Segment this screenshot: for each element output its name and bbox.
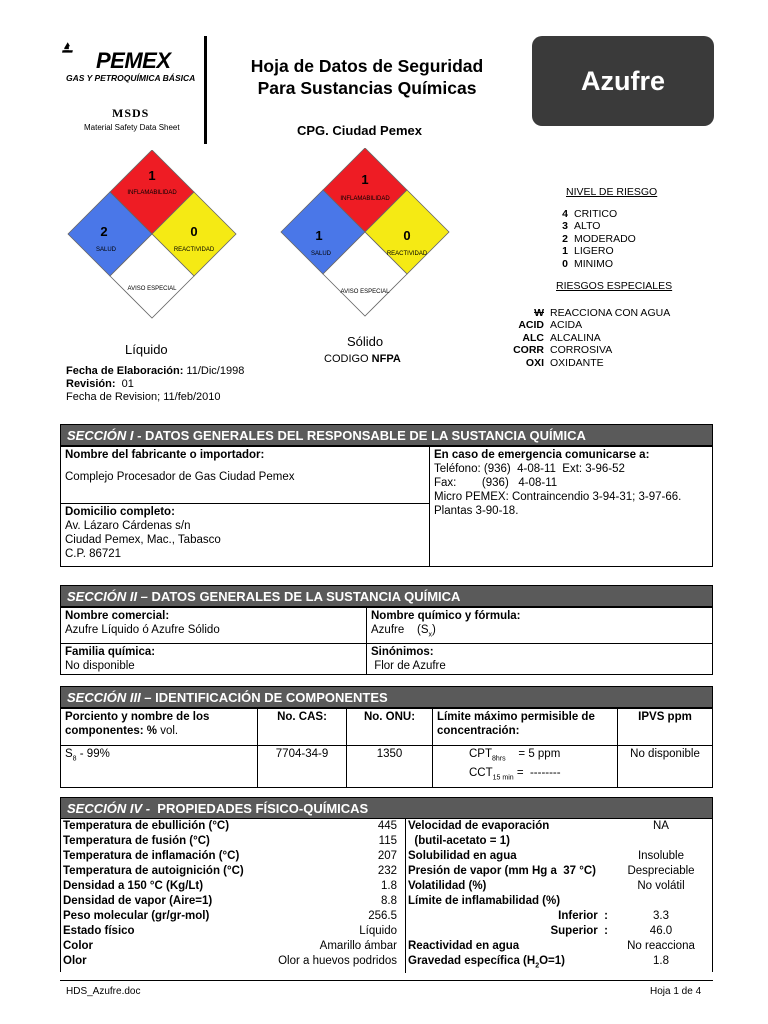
cct-subscript: 15 min [492, 774, 514, 782]
revision-date: Fecha de Revision; 11/feb/2010 [66, 391, 221, 403]
risk-level-title [566, 186, 657, 198]
section-4-body [60, 819, 713, 972]
property-value: 256.5 [275, 909, 406, 924]
address-cell [61, 504, 430, 567]
special-risk-list [498, 307, 670, 369]
property-label-subscript: 2 [535, 962, 540, 970]
property-row [61, 864, 712, 879]
properties-table [61, 819, 712, 973]
section-4 [60, 797, 713, 972]
property-label: Densidad a 150 °C (Kg/Lt) [63, 880, 204, 892]
property-value [610, 894, 712, 909]
section-1-header [60, 424, 713, 446]
special-risk-code: ACID [518, 319, 544, 332]
special-risk-name: ACIDA [550, 319, 583, 332]
ipvs-header: IPVS ppm [618, 709, 713, 746]
property-label: Densidad de vapor (Aire=1) [63, 895, 213, 907]
property-value: Despreciable [627, 865, 695, 877]
section-3-header [60, 686, 713, 708]
synonyms-value: Flor de Azufre [371, 660, 446, 673]
elaboration-date [66, 365, 244, 378]
property-label: Solubilidad en agua [408, 850, 517, 862]
cct-value: = -------- [513, 767, 561, 780]
msds-label: MSDS [112, 106, 150, 120]
special-risk-name: REACCIONA CON AGUA [550, 307, 671, 319]
section-1-table [60, 446, 713, 567]
component-percent: - 99% [76, 748, 110, 760]
property-label: Peso molecular (gr/gr-mol) [63, 910, 210, 922]
property-label: Temperatura de autoignición (°C) [63, 865, 244, 877]
property-row [61, 849, 712, 864]
property-label [406, 954, 611, 973]
property-label: (butil-acetato = 1) [408, 835, 510, 847]
section-2-number: SECCIÓN II – [67, 589, 148, 604]
cpt-subscript: 8hrs [492, 755, 506, 763]
risk-level-item [552, 245, 636, 257]
property-value: 3.3 [653, 910, 669, 922]
msds-full-label: Material Safety Data Sheet [84, 123, 180, 132]
emergency-line: Micro PEMEX: Contraincendio 3-94-31; 3-97-66. [434, 491, 682, 503]
address-line: C.P. 86721 [65, 548, 122, 560]
emergency-line: Teléfono: (936) 4-08-11 Ext: 3-96-52 [434, 463, 625, 475]
property-value: 8.8 [275, 894, 406, 909]
risk-level-name: MINIMO [574, 257, 614, 270]
elaboration-value: 11/Dic/1998 [183, 365, 245, 377]
property-value: 115 [275, 834, 406, 849]
cas-value: 7704-34-9 [258, 746, 347, 788]
section-1 [60, 424, 713, 567]
health-value: 1 [315, 228, 323, 243]
special-risk-item [498, 319, 670, 331]
title-line-1: Hoja de Datos de Seguridad [250, 56, 484, 76]
special-risk-code: CORR [513, 344, 544, 357]
special-text: AVISO ESPECIAL [340, 289, 390, 295]
property-row [61, 954, 712, 973]
cct-line [469, 766, 613, 785]
property-row [61, 894, 712, 909]
special-risk-name: OXIDANTE [550, 356, 604, 369]
onu-header: No. ONU: [347, 709, 433, 746]
risk-level-number: 2 [562, 232, 568, 245]
address-line: Ciudad Pemex, Mac., Tabasco [65, 534, 221, 546]
property-label: Velocidad de evaporación [408, 820, 550, 832]
special-text: AVISO ESPECIAL [127, 286, 177, 292]
component-value [61, 746, 258, 788]
property-row [61, 909, 712, 924]
components-header [61, 709, 258, 746]
cas-header: No. CAS: [258, 709, 347, 746]
property-label: Inferior : [558, 910, 608, 922]
property-value: 46.0 [649, 925, 673, 937]
nfpa-code-name: NFPA [371, 353, 401, 365]
property-row [61, 879, 712, 894]
risk-level-name: ALTO [574, 220, 601, 233]
property-value: NA [653, 820, 669, 832]
property-label: Color [63, 940, 94, 952]
chemical-name-value [371, 623, 708, 642]
flammability-value: 1 [361, 172, 369, 187]
property-label: Olor [63, 955, 87, 967]
reactivity-text: REACTIVIDAD [173, 247, 215, 253]
property-label: Temperatura de ebullición (°C) [63, 820, 230, 832]
property-value: Insoluble [637, 850, 685, 862]
property-row [61, 924, 712, 939]
risk-level-item [552, 208, 636, 220]
section-2-table [60, 607, 713, 675]
brand-subtitle: GAS Y PETROQUÍMICA BÁSICA [66, 73, 196, 83]
emergency-line: Fax: (936) 4-08-11 [434, 477, 558, 489]
title-line-2: Para Sustancias Químicas [257, 78, 477, 98]
revision-number [66, 378, 244, 391]
property-label: Presión de vapor (mm Hg a 37 °C) [408, 865, 597, 877]
components-header-unit: vol. [157, 725, 179, 737]
risk-level-item [552, 258, 636, 270]
cct-label: CCT [469, 767, 493, 780]
flammability-value: 1 [148, 168, 156, 183]
risk-level-number: 1 [562, 245, 568, 258]
property-label: Límite de inflamabilidad (%) [408, 895, 561, 907]
property-label-end: O=1) [539, 955, 565, 967]
property-value: No reacciona [627, 940, 695, 952]
risk-level-list [552, 208, 636, 270]
risk-level-name: MODERADO [574, 232, 636, 245]
special-risk-code: W [534, 307, 544, 319]
property-value: No volátil [637, 880, 685, 892]
property-value: 1.8 [275, 879, 406, 894]
flammability-text: INFLAMABILIDAD [127, 190, 177, 196]
property-value: Líquido [275, 924, 406, 939]
nfpa-code-label [324, 353, 401, 365]
health-value: 2 [100, 224, 108, 239]
section-3 [60, 686, 713, 788]
trade-name-cell [61, 608, 367, 644]
chemical-formula-subscript: x [428, 631, 433, 639]
property-label: Superior : [550, 925, 608, 937]
property-value: 232 [275, 864, 406, 879]
special-risk-name: ALCALINA [550, 331, 601, 344]
document-title [222, 55, 512, 99]
property-label: Temperatura de fusión (°C) [63, 835, 210, 847]
risk-level-number: 3 [562, 220, 568, 233]
special-risk-item [498, 307, 670, 319]
family-value: No disponible [65, 660, 135, 673]
family-label: Familia química: [65, 646, 156, 659]
solid-label: Sólido [347, 334, 384, 349]
document-dates [66, 365, 244, 404]
property-label: Reactividad en agua [408, 940, 520, 952]
footer-page: Hoja 1 de 4 [650, 986, 702, 997]
section-3-title: IDENTIFICACIÓN DE COMPONENTES [151, 690, 388, 705]
property-row [61, 819, 712, 834]
risk-level-number: 4 [562, 208, 568, 220]
section-4-header [60, 797, 713, 819]
reactivity-value: 0 [190, 224, 198, 239]
property-value: 207 [275, 849, 406, 864]
property-label-text: Gravedad específica (H [408, 955, 536, 967]
component-symbol: S [65, 748, 73, 760]
risk-level-name: CRITICO [574, 208, 618, 220]
section-4-number: SECCIÓN IV - [67, 801, 151, 816]
trade-name-value: Azufre Líquido ó Azufre Sólido [65, 624, 220, 636]
facility-name: CPG. Ciudad Pemex [297, 123, 422, 138]
revision-value: 01 [115, 378, 134, 390]
chemical-formula-end: ) [432, 624, 436, 636]
property-value [610, 834, 712, 849]
address-lines [65, 519, 425, 561]
risk-level-name: LIGERO [574, 245, 614, 258]
nfpa-diamond-liquid [66, 150, 238, 322]
address-line: Av. Lázaro Cárdenas s/n [65, 520, 191, 532]
family-cell [61, 644, 367, 675]
reactivity-text: REACTIVIDAD [386, 251, 428, 257]
synonyms-cell [367, 644, 713, 675]
elaboration-label: Fecha de Elaboración: [66, 365, 184, 377]
special-risk-name: CORROSIVA [550, 344, 613, 357]
chemical-name-cell [367, 608, 713, 644]
cpt-line [469, 747, 613, 766]
special-risk-item [498, 357, 670, 369]
property-label: Estado físico [63, 925, 135, 937]
ipvs-value: No disponible [618, 746, 713, 788]
section-3-table [60, 708, 713, 788]
trade-name-label: Nombre comercial: [65, 610, 170, 622]
property-row [61, 834, 712, 849]
emergency-cell [430, 447, 713, 567]
reactivity-value: 0 [403, 228, 411, 243]
risk-level-item [552, 233, 636, 245]
health-text: SALUD [95, 247, 117, 253]
property-value: Amarillo ámbar [275, 939, 406, 954]
special-risk-item [498, 344, 670, 356]
chemical-name-text: Azufre (S [371, 624, 429, 636]
health-text: SALUD [310, 251, 332, 257]
special-risk-title [556, 280, 672, 292]
risk-level-title-text: NIVEL DE RIESGO [566, 186, 658, 198]
section-2-title: DATOS GENERALES DE LA SUSTANCIA QUÍMICA [147, 589, 461, 604]
maker-label: Nombre del fabricante o importador: [65, 449, 265, 461]
section-1-number: SECCIÓN I - [67, 428, 142, 443]
cpt-value: = 5 ppm [505, 748, 561, 760]
special-risk-item [498, 332, 670, 344]
property-value: 445 [275, 819, 406, 834]
nfpa-diamond-solid [279, 148, 451, 320]
brand-name: PEMEX [96, 48, 171, 73]
footer-divider [60, 980, 713, 981]
limit-value [433, 746, 618, 788]
limit-header: Límite máximo permisible de concentración: [433, 709, 618, 746]
risk-level-item [552, 220, 636, 232]
emergency-lines [434, 462, 708, 518]
footer-filename: HDS_Azufre.doc [66, 986, 141, 997]
revision-label: Revisión: [66, 378, 116, 390]
maker-cell [61, 447, 430, 504]
chemical-name-label: Nombre químico y fórmula: [371, 610, 521, 622]
onu-value: 1350 [347, 746, 433, 788]
synonyms-label: Sinónimos: [371, 646, 434, 659]
section-2 [60, 585, 713, 675]
cpt-label: CPT [469, 748, 492, 760]
emergency-label: En caso de emergencia comunicarse a: [434, 449, 650, 461]
components-header-text: Porciento y nombre de los componentes: % [65, 711, 210, 737]
special-risk-title-text: RIESGOS ESPECIALES [556, 280, 673, 292]
section-3-number: SECCIÓN III – [67, 690, 152, 705]
nfpa-code-prefix: CODIGO [324, 353, 372, 365]
maker-value: Complejo Procesador de Gas Ciudad Pemex [65, 471, 295, 483]
liquid-label: Líquido [125, 342, 168, 357]
special-risk-code: ALC [522, 331, 544, 344]
section-1-title: DATOS GENERALES DEL RESPONSABLE DE LA SUSTANCIA QUÍMICA [141, 428, 586, 443]
section-2-header [60, 585, 713, 607]
header-divider [204, 36, 207, 144]
property-value: Olor a huevos podridos [275, 954, 406, 973]
section-4-title: PROPIEDADES FÍSICO-QUÍMICAS [150, 801, 369, 816]
property-value: 1.8 [653, 955, 669, 967]
property-row [61, 939, 712, 954]
address-label: Domicilio completo: [65, 506, 175, 518]
property-label: Volatilidad (%) [408, 880, 487, 892]
property-label: Temperatura de inflamación (°C) [63, 850, 240, 862]
flammability-text: INFLAMABILIDAD [340, 196, 390, 202]
risk-level-number: 0 [562, 257, 568, 270]
special-risk-code: OXI [525, 356, 544, 369]
component-subscript: 8 [72, 755, 77, 763]
emergency-line: Plantas 3-90-18. [434, 505, 519, 517]
substance-badge: Azufre [532, 36, 714, 126]
